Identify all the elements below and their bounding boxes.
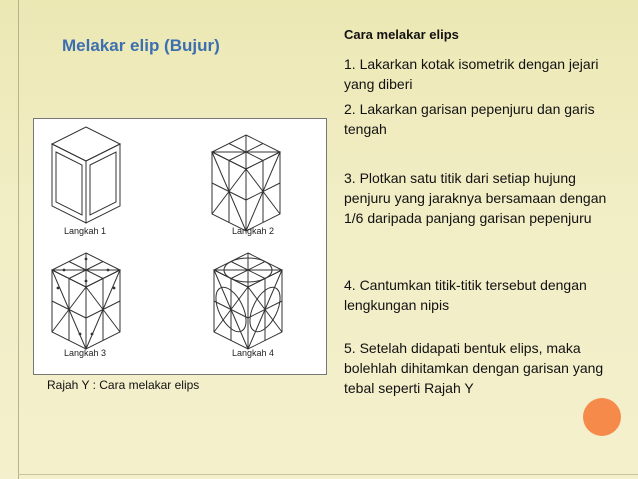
left-rule-line: [18, 0, 19, 479]
instructions-heading: Cara melakar elips: [344, 27, 459, 42]
instruction-5: 5. Setelah didapati bentuk elips, maka bolehlah dihitamkan dengan garisan yang tebal seperti Rajah Y: [344, 340, 604, 396]
instruction-2: 2. Lakarkan garisan pepenjuru dan garis tengah: [344, 101, 595, 137]
figure-caption: Rajah Y : Cara melakar elips: [47, 378, 200, 392]
step-label-4: Langkah 4: [232, 348, 275, 358]
cube-step-2: [212, 135, 280, 231]
slide-title: Melakar elip (Bujur): [62, 36, 220, 55]
instruction-1: 1. Lakarkan kotak isometrik dengan jejari yang diberi: [344, 56, 599, 92]
isometric-figure: [33, 118, 327, 375]
instruction-3: 3. Plotkan satu titik dari setiap hujung penjuru yang jaraknya bersamaan dengan 1/6 daripada panjang garisan pepenjuru: [344, 170, 607, 226]
decorative-orange-circle: [583, 398, 621, 436]
cube-step-4: [210, 253, 287, 349]
bottom-rule-line: [18, 474, 638, 475]
cube-step-3: [52, 253, 120, 349]
cube-step-1: [52, 127, 120, 223]
step-label-3: Langkah 3: [64, 348, 107, 358]
step-label-1: Langkah 1: [64, 226, 107, 236]
instruction-4: 4. Cantumkan titik-titik tersebut dengan lengkungan nipis: [344, 277, 587, 313]
step-label-2: Langkah 2: [232, 226, 275, 236]
isometric-cubes-drawing: [34, 119, 326, 374]
